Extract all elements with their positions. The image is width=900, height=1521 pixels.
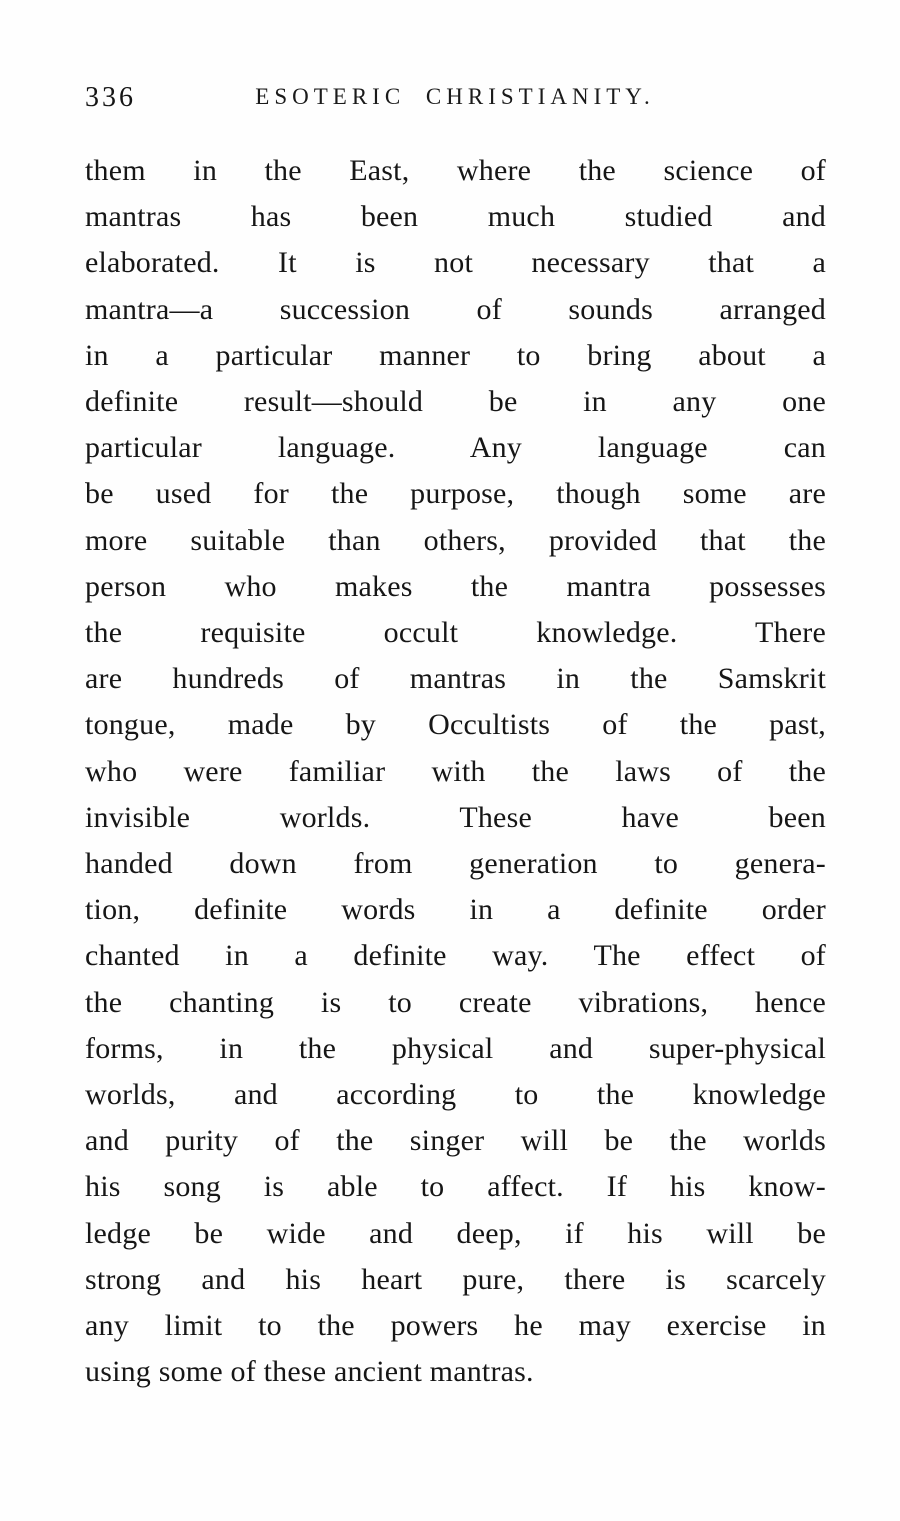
- body-line: and purity of the singer will be the worlds: [85, 1124, 826, 1158]
- page-header: [85, 80, 825, 120]
- body-line: any limit to the powers he may exercise in: [85, 1309, 826, 1343]
- body-line: tongue, made by Occultists of the past,: [85, 708, 826, 742]
- body-line: person who makes the mantra possesses: [85, 569, 826, 603]
- page-body: [85, 148, 826, 1395]
- body-line: them in the East, where the science of: [85, 154, 826, 187]
- body-line: who were familiar with the laws of the: [85, 754, 826, 788]
- body-line: elaborated. It is not necessary that a: [85, 246, 826, 280]
- page-number: 336: [85, 82, 136, 113]
- body-line: particular language. Any language can: [85, 431, 826, 465]
- body-line: ledge be wide and deep, if his will be: [85, 1216, 826, 1250]
- body-line: his song is able to affect. If his know-: [85, 1170, 826, 1204]
- body-line: in a particular manner to bring about a: [85, 338, 826, 372]
- body-line: using some of these ancient mantras.: [85, 1355, 534, 1389]
- body-line: handed down from generation to genera-: [85, 847, 826, 881]
- body-line: invisible worlds. These have been: [85, 800, 826, 834]
- body-line: mantras has been much studied and: [85, 200, 826, 234]
- body-line: tion, definite words in a definite order: [85, 893, 826, 927]
- body-line: more suitable than others, provided that the: [85, 523, 826, 557]
- body-line: be used for the purpose, though some are: [85, 477, 826, 511]
- body-line: the requisite occult knowledge. There: [85, 616, 826, 650]
- body-line: definite result—should be in any one: [85, 385, 826, 419]
- body-line: mantra—a succession of sounds arranged: [85, 292, 826, 326]
- body-line: worlds, and according to the knowledge: [85, 1078, 826, 1112]
- body-line: strong and his heart pure, there is scarcely: [85, 1262, 826, 1296]
- body-line: chanted in a definite way. The effect of: [85, 939, 826, 973]
- running-title: ESOTERIC CHRISTIANITY.: [255, 84, 655, 109]
- body-line: forms, in the physical and super-physical: [85, 1031, 826, 1065]
- body-line: the chanting is to create vibrations, hence: [85, 985, 826, 1019]
- body-line: are hundreds of mantras in the Samskrit: [85, 662, 826, 696]
